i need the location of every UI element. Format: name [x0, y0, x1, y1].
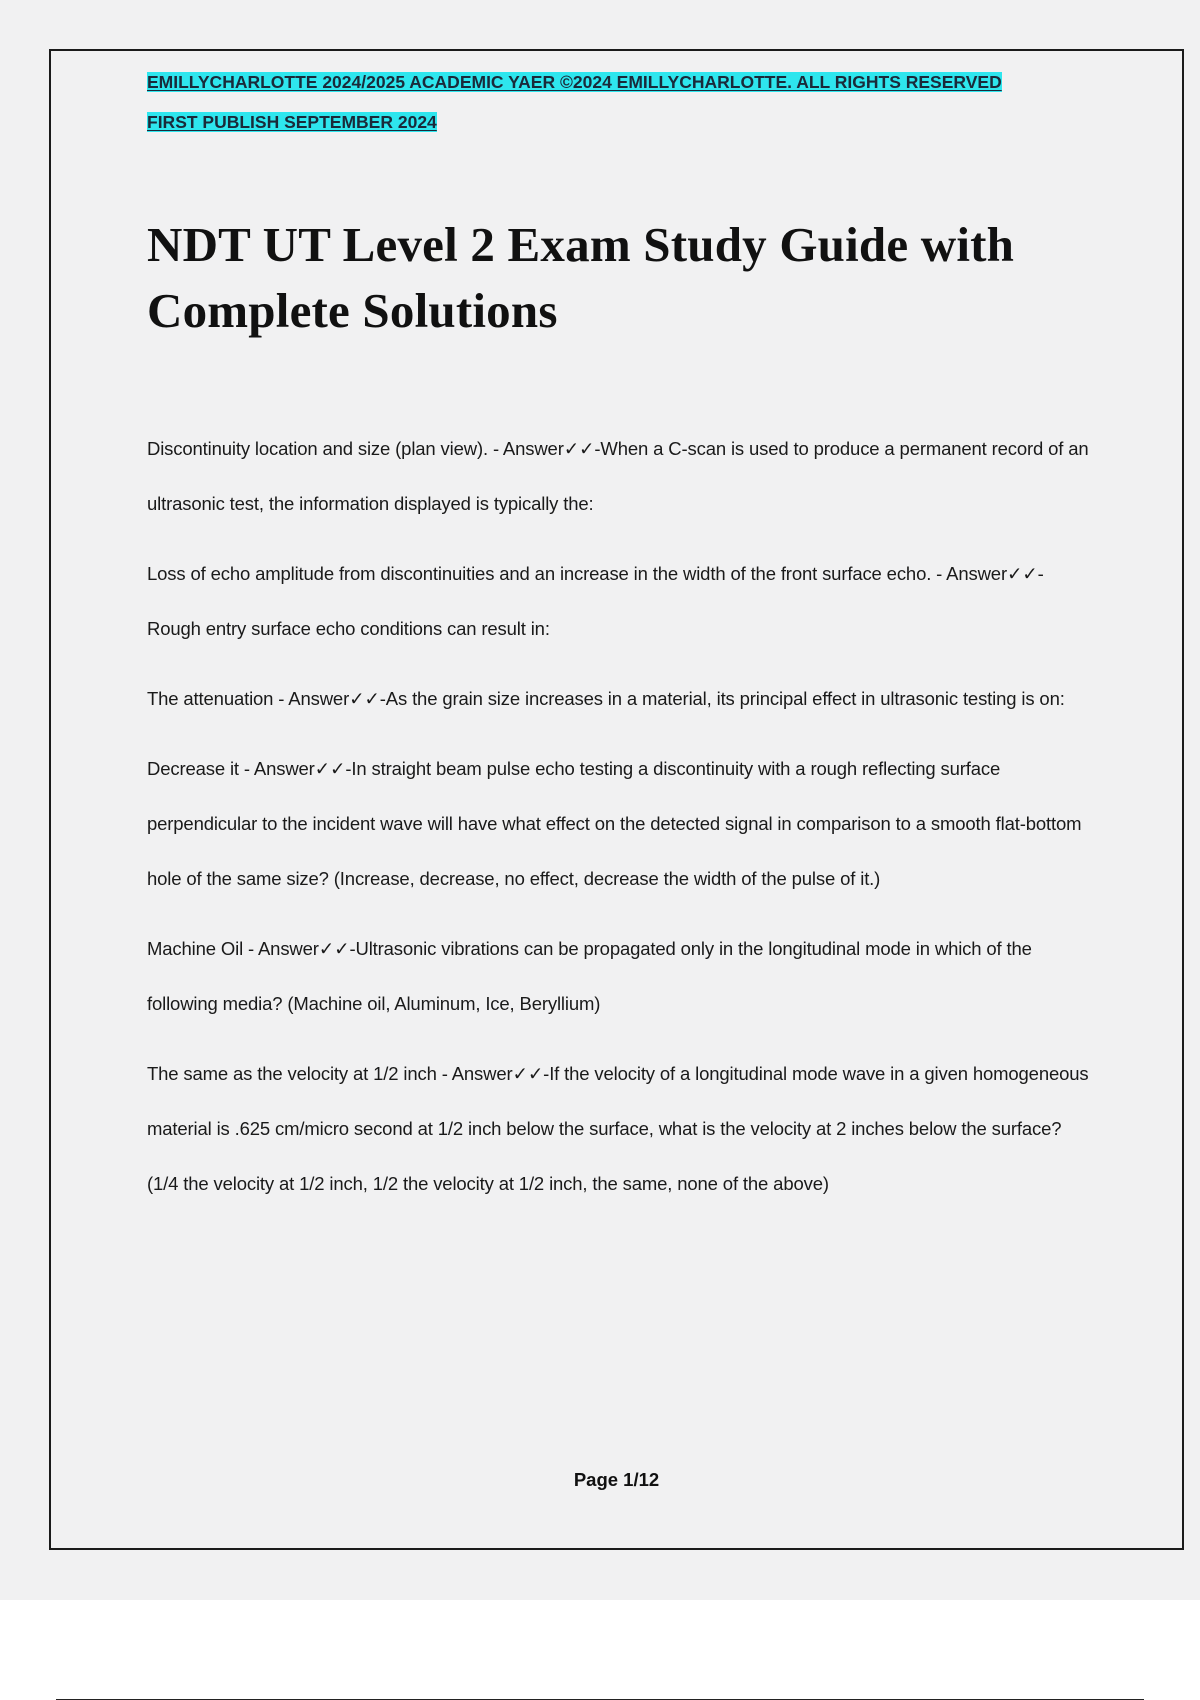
publish-date-header: FIRST PUBLISH SEPTEMBER 2024 — [147, 112, 437, 132]
document-page — [49, 49, 1184, 1550]
copyright-header: EMILLYCHARLOTTE 2024/2025 ACADEMIC YAER ©2024 EMILLYCHARLOTTE. ALL RIGHTS RESERVED — [147, 72, 1002, 92]
page-number: Page 1/12 — [573, 1469, 660, 1490]
qa-item-5: Machine Oil - Answer✓✓-Ultrasonic vibrations can be propagated only in the longitudinal mode in which of the following media? (Machine oil, Aluminum, Ice, Beryllium) — [147, 938, 1032, 1014]
qa-list — [147, 421, 1097, 1211]
qa-item-3: The attenuation - Answer✓✓-As the grain size increases in a material, its principal effect in ultrasonic testing is on: — [147, 688, 1065, 709]
qa-item-1: Discontinuity location and size (plan view). - Answer✓✓-When a C-scan is used to produce a permanent record of an ultrasonic test, the information displayed is typically the: — [147, 438, 1089, 514]
qa-item-6: The same as the velocity at 1/2 inch - Answer✓✓-If the velocity of a longitudinal mode wave in a given homogeneous material is .625 cm/micro second at 1/2 inch below the surface, what is the velocity at 2 inches below the surface? (1/4 the velocity at 1/2 inch, 1/2 the velocity at 1/2 inch, the same, none of the above) — [147, 1063, 1089, 1194]
page-content — [147, 71, 1097, 1211]
qa-item-2: Loss of echo amplitude from discontinuities and an increase in the width of the front surface echo. - Answer✓✓-Rough entry surface echo conditions can result in: — [147, 563, 1044, 639]
document-title: NDT UT Level 2 Exam Study Guide with Complete Solutions — [147, 217, 1015, 338]
qa-item-4: Decrease it - Answer✓✓-In straight beam pulse echo testing a discontinuity with a rough reflecting surface perpendicular to the incident wave will have what effect on the detected signal in comparison to a smooth flat-bottom hole of the same size? (Increase, decrease, no effect, decrease the width of the pulse of it.) — [147, 758, 1082, 889]
